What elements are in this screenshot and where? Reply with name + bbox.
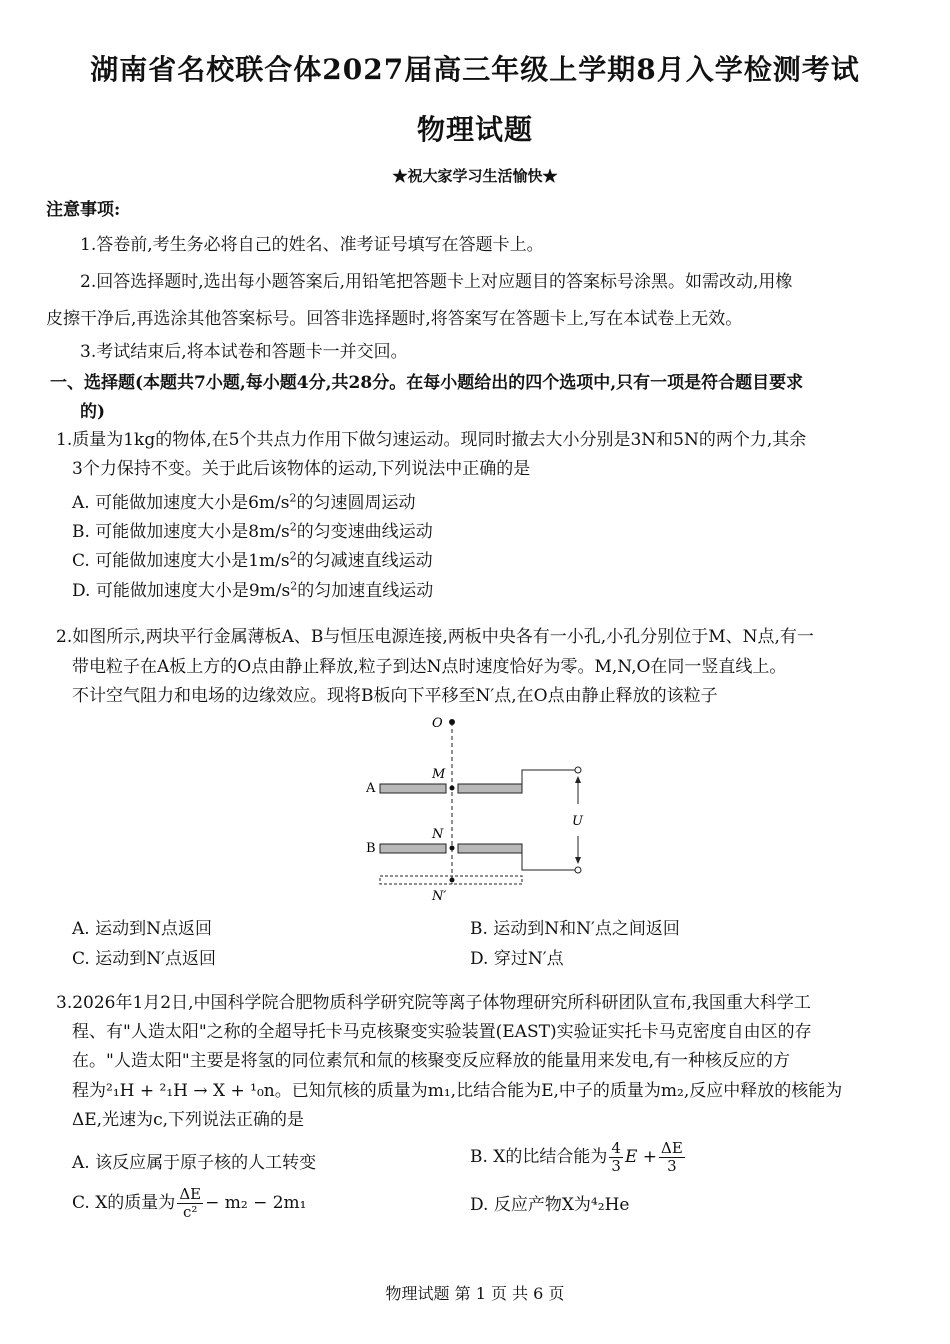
q3-option-c: C. X的质量为 $\frac{\Delta E}{\text{c²}}$ − m₂ − 2m₁ — [72, 1185, 307, 1221]
notice-item-2-line-2: 皮擦干净后,再选涂其他答案标号。回答非选择题时,将答案写在答题卡上,写在本试卷上无效。 — [46, 309, 743, 329]
section-heading-line-1: 一、选择题(本题共7小题,每小题4分,共28分。在每小题给出的四个选项中,只有一项是符合题目要求 — [50, 373, 804, 393]
label-u: U — [572, 814, 583, 829]
q1-option-d: D. 可能做加速度大小是$9m/s^2$的匀加速直线运动 — [72, 579, 434, 601]
exam-title: 湖南省名校联合体2027届高三年级上学期8月入学检测考试 — [90, 53, 860, 86]
q3-stem-line-3: 在。"人造太阳"主要是将氢的同位素氘和氚的核聚变反应释放的能量用来发电,有一种核反应的方 — [72, 1051, 791, 1071]
label-plate-b: B — [366, 841, 376, 856]
notice-item-3: 3.考试结束后,将本试卷和答题卡一并交回。 — [80, 342, 408, 362]
q1-option-a: A. 可能做加速度大小是$6m/s^2$的匀速圆周运动 — [72, 491, 416, 513]
q3-stem-line-4: 程为²₁H + ²₁H → X + ¹₀n。已知氘核的质量为m₁,比结合能为E,中子的质量为m₂,反应中释放的核能为 — [72, 1081, 843, 1101]
label-n: N — [432, 827, 444, 842]
q1-stem-line-2: 3个力保持不变。关于此后该物体的运动,下列说法中正确的是 — [72, 459, 531, 479]
label-o: O — [432, 716, 443, 731]
label-n-prime: N′ — [432, 889, 447, 904]
q3-option-d: D. 反应产物X为⁴₂He — [470, 1195, 630, 1215]
q2-option-a: A. 运动到N点返回 — [72, 919, 212, 939]
q1-option-b: B. 可能做加速度大小是$8m/s^2$的匀变速曲线运动 — [72, 520, 433, 542]
capacitor-diagram — [360, 712, 600, 904]
q2-option-d: D. 穿过N′点 — [470, 949, 564, 969]
label-m: M — [432, 767, 446, 782]
notice-item-2-line-1: 2.回答选择题时,选出每小题答案后,用铅笔把答题卡上对应题目的答案标号涂黑。如需改动,用橡 — [80, 272, 793, 292]
notice-item-1: 1.答卷前,考生务必将自己的姓名、准考证号填写在答题卡上。 — [80, 235, 544, 255]
q3-stem-line-1: 3.2026年1月2日,中国科学院合肥物质科学研究院等离子体物理研究所科研团队宣布,我国重大科学工 — [56, 993, 811, 1013]
q2-option-c: C. 运动到N′点返回 — [72, 949, 216, 969]
q2-stem-line-2: 带电粒子在A板上方的O点由静止释放,粒子到达N点时速度恰好为零。M,N,O在同一竖直线上。 — [72, 657, 787, 677]
greeting: ★祝大家学习生活愉快★ — [392, 167, 558, 185]
page-footer: 物理试题 第 1 页 共 6 页 — [385, 1284, 565, 1303]
q3-stem-line-5: ΔE,光速为c,下列说法正确的是 — [72, 1110, 305, 1130]
q1-option-c: C. 可能做加速度大小是$1m/s^2$的匀减速直线运动 — [72, 549, 433, 571]
notice-heading: 注意事项: — [46, 200, 121, 220]
q2-stem-line-3: 不计空气阻力和电场的边缘效应。现将B板向下平移至N′点,在O点由静止释放的该粒子 — [72, 686, 718, 706]
label-plate-a: A — [366, 781, 376, 796]
q3-option-b: B. X的比结合能为 $\frac{4}{3}$ E + $\frac{\Delta E}{3}$ — [470, 1139, 683, 1175]
subject-title: 物理试题 — [416, 113, 533, 146]
q3-option-a: A. 该反应属于原子核的人工转变 — [72, 1153, 317, 1173]
nuclear-equation: ²₁H + ²₁H → X + ¹₀n — [106, 1081, 275, 1101]
section-heading-line-2: 的) — [80, 402, 106, 422]
q2-stem-line-1: 2.如图所示,两块平行金属薄板A、B与恒压电源连接,两板中央各有一小孔,小孔分别位于M、N点,有一 — [56, 627, 814, 647]
q2-option-b: B. 运动到N和N′点之间返回 — [470, 919, 680, 939]
q1-stem-line-1: 1.质量为1kg的物体,在5个共点力作用下做匀速运动。现同时撤去大小分别是3N和5N的两个力,其余 — [56, 430, 807, 450]
q3-stem-line-2: 程、有"人造太阳"之称的全超导托卡马克核聚变实验装置(EAST)实验证实托卡马克密度自由区的存 — [72, 1022, 812, 1042]
